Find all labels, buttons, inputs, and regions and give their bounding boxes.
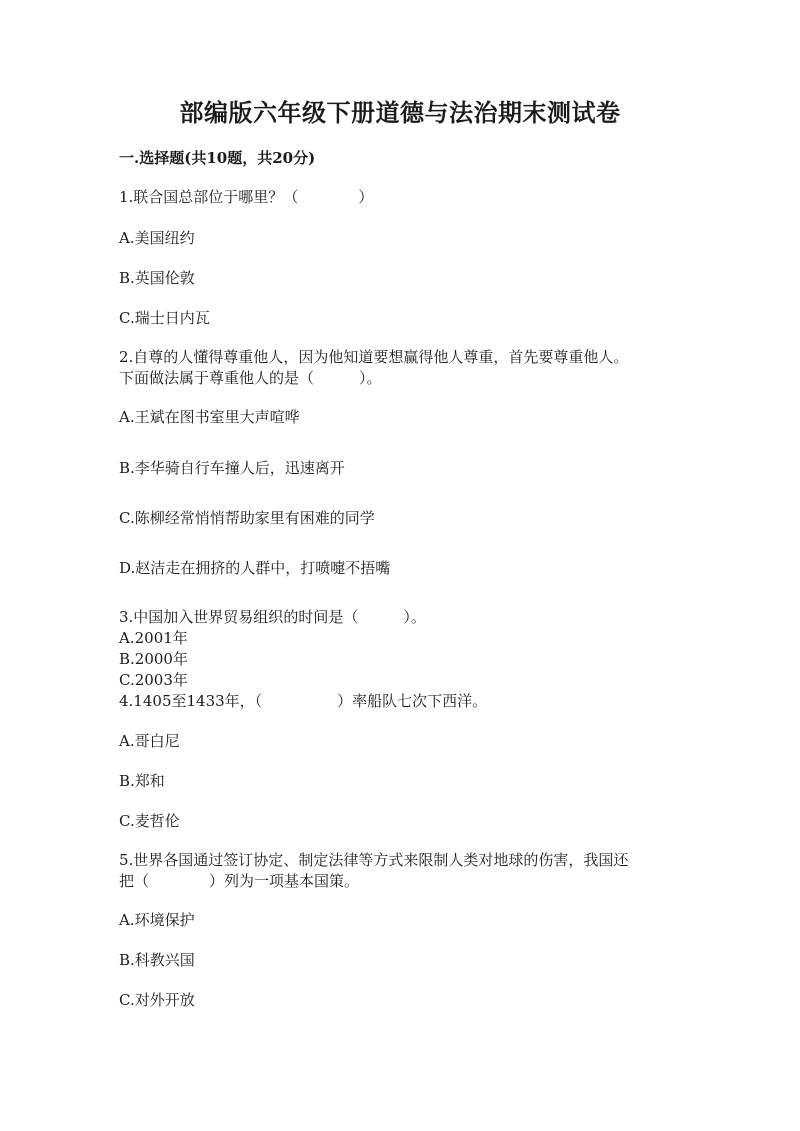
question-4-option-a: A.哥白尼 [119,732,180,750]
question-4-option-b: B.郑和 [119,772,165,790]
question-3-stem: 3.中国加入世界贸易组织的时间是（ ）。 [119,608,426,626]
question-5-stem-line-2: 把（ ）列为一项基本国策。 [119,872,360,890]
question-2-stem-line-1: 2.自尊的人懂得尊重他人，因为他知道要想赢得他人尊重，首先要尊重他人。 [119,348,629,366]
question-2-option-d: D.赵洁走在拥挤的人群中，打喷嚏不捂嘴 [119,559,391,577]
question-3-option-c: C.2003年 [119,671,188,689]
question-5-stem-line-1: 5.世界各国通过签订协定、制定法律等方式来限制人类对地球的伤害，我国还 [119,851,629,869]
question-4-option-c: C.麦哲伦 [119,812,180,830]
question-1-option-b: B.英国伦敦 [119,269,195,287]
question-1-option-a: A.美国纽约 [119,229,195,247]
question-3-option-b: B.2000年 [119,650,188,668]
question-5-option-c: C.对外开放 [119,991,195,1009]
question-1-stem: 1.联合国总部位于哪里？（ ） [119,188,374,206]
question-5-option-b: B.科教兴国 [119,951,195,969]
question-1-option-c: C.瑞士日内瓦 [119,309,210,327]
section-heading: 一.选择题(共10题，共20分) [119,149,316,167]
question-5-option-a: A.环境保护 [119,911,195,929]
question-2-option-b: B.李华骑自行车撞人后，迅速离开 [119,459,345,477]
question-2-stem-line-2: 下面做法属于尊重他人的是（ ）。 [119,369,382,387]
question-2-option-c: C.陈柳经常悄悄帮助家里有困难的同学 [119,509,375,527]
question-2-option-a: A.王斌在图书室里大声喧哗 [119,408,300,426]
question-3-option-a: A.2001年 [119,629,188,647]
question-4-stem: 4.1405至1433年，（ ）率船队七次下西洋。 [119,692,488,710]
exam-title: 部编版六年级下册道德与法治期末测试卷 [179,98,621,127]
